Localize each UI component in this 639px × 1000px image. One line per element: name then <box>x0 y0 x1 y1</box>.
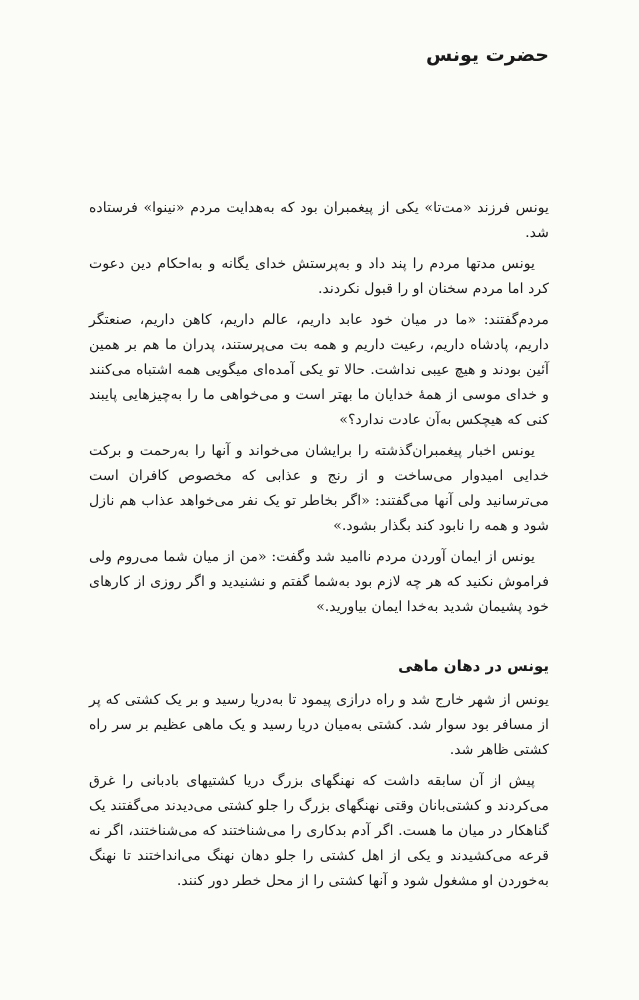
paragraph: یونس از ایمان آوردن مردم ناامید شد وگفت: «من از میان شما می‌روم ولی فراموش نکنید که هر چه لازم بود به‌شما گفتم و نشنیدید و اگر روزی از کارهای خود پشیمان شدید به‌خدا ایمان بیاورید.» <box>89 549 549 615</box>
section-heading: یونس در دهان ماهی <box>398 657 549 675</box>
paragraph: مردم‌گفتند: «ما در میان خود عابد داریم، عالم داریم، کاهن داریم، صنعتگر داریم، پادشاه داریم، رعیت داریم و همه بت می‌پرستند، پدران ما هم بر همین آئین بودند و هیچ عیبی نداشت. حالا تو یکی آمده‌ای میگویی همه اشتباه می‌کنند و خدای موسی از همهٔ خدایان ما بهتر است و می‌خواهی ما را به‌چیزهایی پایبند کنی که هیچکس به‌آن عادت ندارد؟» <box>89 312 549 428</box>
section-1-body <box>89 196 549 626</box>
paragraph: یونس فرزند «مت‌تا» یکی از پیغمبران بود که به‌هدایت مردم «نینوا» فرستاده شد. <box>89 200 549 241</box>
section-2-body <box>89 688 549 900</box>
page-title: حضرت یونس <box>426 44 549 66</box>
paragraph: پیش از آن سابقه داشت که نهنگهای بزرگ دریا کشتیهای بادبانی را غرق می‌کردند و کشتی‌بانان وقتی نهنگهای بزرگ را جلو کشتی می‌دیدند می‌گفتند یک گناهکار در میان ما هست. اگر آدم بدکاری را می‌شناختند که می‌شناختند، اگر نه قرعه می‌کشیدند و یکی از اهل کشتی را جلو دهان نهنگ می‌انداختند تا نهنگ به‌خوردن او مشغول شود و آنها کشتی را از محل خطر دور کنند. <box>89 773 549 889</box>
paragraph: یونس اخبار پیغمبران‌گذشته را برایشان می‌خواند و آنها را به‌رحمت و برکت خدایی امیدوار می‌ساخت و از رنج و عذابی که مخصوص کافران است می‌ترسانید ولی آنها می‌گفتند: «اگر بخاطر تو یک نفر می‌خواهد عذاب هم نازل شود و همه را نابود کند بگذار بشود.» <box>89 443 549 534</box>
paragraph: یونس مدتها مردم را پند داد و به‌پرستش خدای یگانه و به‌احکام دین دعوت کرد اما مردم سخنان او را قبول نکردند. <box>89 256 549 297</box>
paragraph: یونس از شهر خارج شد و راه درازی پیمود تا به‌دریا رسید و بر یک کشتی که پر از مسافر بود سوار شد. کشتی به‌میان دریا رسید و یک ماهی عظیم بر سر راه کشتی ظاهر شد. <box>89 692 549 758</box>
